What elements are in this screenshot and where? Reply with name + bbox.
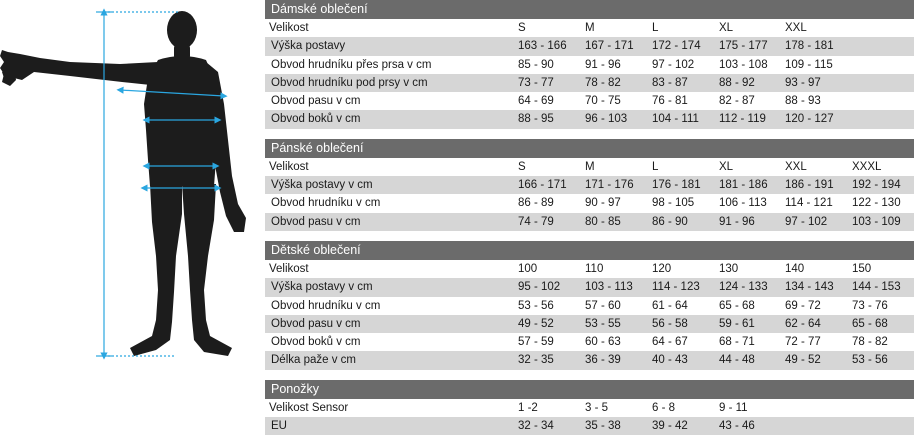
- size-label: 3 - 5: [585, 401, 609, 414]
- size-label: XXL: [785, 22, 807, 34]
- size-header-row: [265, 158, 914, 176]
- measurement-value: 86 - 89: [518, 197, 554, 210]
- measurement-row: [265, 176, 914, 194]
- measurement-value: 124 - 133: [719, 281, 768, 294]
- measurement-value: 176 - 181: [652, 179, 701, 192]
- measurement-value: 166 - 171: [518, 179, 567, 192]
- size-label: L: [652, 160, 659, 173]
- size-label: 6 - 8: [652, 401, 676, 414]
- measurement-value: 103 - 113: [585, 281, 633, 294]
- size-label: S: [518, 22, 526, 34]
- row-label: Obvod pasu v cm: [271, 317, 361, 330]
- measurement-value: 114 - 123: [652, 281, 700, 294]
- measurement-value: 167 - 171: [585, 40, 634, 53]
- measurement-value: 88 - 92: [719, 76, 755, 89]
- measurement-value: 43 - 46: [719, 420, 755, 433]
- measurement-row: [265, 74, 914, 92]
- row-label: Délka paže v cm: [271, 354, 357, 367]
- measurement-value: 96 - 103: [585, 113, 628, 126]
- human-silhouette: [0, 11, 246, 356]
- measurement-value: 120 - 127: [785, 113, 834, 126]
- measurement-value: 186 - 191: [785, 179, 834, 192]
- measurement-value: 88 - 95: [518, 113, 554, 126]
- measurement-value: 103 - 109: [852, 215, 901, 228]
- measurement-value: 44 - 48: [719, 354, 755, 367]
- measurement-value: 68 - 71: [719, 336, 755, 349]
- measurement-row: [265, 278, 914, 296]
- measurement-value: 60 - 63: [585, 336, 621, 349]
- row-label: Výška postavy v cm: [271, 281, 373, 294]
- size-label: L: [652, 22, 659, 34]
- measurement-value: 32 - 34: [518, 420, 554, 433]
- measurement-value: 86 - 90: [652, 215, 688, 228]
- size-section: [265, 139, 914, 231]
- size-label: 120: [652, 262, 672, 275]
- measurement-value: 62 - 64: [785, 317, 821, 330]
- measurement-value: 171 - 176: [585, 179, 634, 192]
- section-title: Dámské oblečení: [265, 0, 914, 19]
- size-label: 140: [785, 262, 805, 275]
- measurement-value: 53 - 55: [585, 317, 621, 330]
- measurement-value: 95 - 102: [518, 281, 561, 294]
- row-label: Obvod hrudníku v cm: [271, 299, 381, 312]
- measurement-value: 181 - 186: [719, 179, 768, 192]
- measurement-value: 91 - 96: [585, 58, 621, 71]
- measurement-value: 88 - 93: [785, 95, 821, 108]
- row-label: Obvod pasu v cm: [271, 95, 361, 108]
- measurement-value: 98 - 105: [652, 197, 695, 210]
- measurement-value: 97 - 102: [785, 215, 828, 228]
- measurement-value: 53 - 56: [518, 299, 554, 312]
- measurement-value: 64 - 69: [518, 95, 554, 108]
- measurement-value: 112 - 119: [719, 113, 766, 126]
- size-label: 110: [585, 262, 604, 275]
- size-label: XXL: [785, 160, 807, 173]
- measurement-value: 80 - 85: [585, 215, 621, 228]
- size-label: M: [585, 160, 595, 173]
- measurement-value: 56 - 58: [652, 317, 688, 330]
- row-label: Výška postavy v cm: [271, 179, 373, 192]
- size-label: 100: [518, 262, 538, 275]
- row-label: Obvod pasu v cm: [271, 215, 361, 228]
- size-section: [265, 380, 914, 436]
- size-label: M: [585, 22, 595, 34]
- row-label: Výška postavy: [271, 40, 346, 53]
- measurement-value: 35 - 38: [585, 420, 621, 433]
- size-label: XL: [719, 160, 734, 173]
- measurement-value: 103 - 108: [719, 58, 768, 71]
- size-label: S: [518, 160, 526, 173]
- measurement-value: 73 - 76: [852, 299, 888, 312]
- row-label: EU: [271, 420, 287, 433]
- measurement-value: 53 - 56: [852, 354, 888, 367]
- measurement-value: 65 - 68: [852, 317, 888, 330]
- measurement-value: 97 - 102: [652, 58, 695, 71]
- measurement-value: 83 - 87: [652, 76, 688, 89]
- row-label: Obvod hrudníku pod prsy v cm: [271, 76, 428, 89]
- measurement-value: 49 - 52: [785, 354, 821, 367]
- measurement-value: 57 - 60: [585, 299, 621, 312]
- section-title: Ponožky: [265, 380, 914, 399]
- measurement-value: 64 - 67: [652, 336, 688, 349]
- measurement-row: [265, 297, 914, 315]
- measurement-value: 163 - 166: [518, 40, 567, 53]
- size-section: [265, 0, 914, 129]
- measurement-value: 144 - 153: [852, 281, 901, 294]
- measurement-value: 76 - 81: [652, 95, 688, 108]
- measurement-row: [265, 213, 914, 231]
- measurement-row: [265, 333, 914, 351]
- size-tables: [265, 0, 914, 445]
- size-header-row: [265, 260, 914, 278]
- size-label: 9 - 11: [719, 401, 748, 414]
- row-label: Velikost: [269, 22, 309, 34]
- measurement-value: 69 - 72: [785, 299, 821, 312]
- size-header-row: [265, 19, 914, 37]
- measurement-value: 91 - 96: [719, 215, 755, 228]
- measurement-value: 85 - 90: [518, 58, 554, 71]
- measurement-value: 192 - 194: [852, 179, 901, 192]
- measurement-value: 40 - 43: [652, 354, 688, 367]
- measurement-row: [265, 92, 914, 110]
- measurement-value: 114 - 121: [785, 197, 833, 210]
- section-title: Dětské oblečení: [265, 241, 914, 260]
- measurement-value: 178 - 181: [785, 40, 834, 53]
- measurement-value: 72 - 77: [785, 336, 821, 349]
- measurement-row: [265, 56, 914, 74]
- measurement-value: 57 - 59: [518, 336, 554, 349]
- measurement-value: 65 - 68: [719, 299, 755, 312]
- measurement-value: 172 - 174: [652, 40, 701, 53]
- row-label: Obvod boků v cm: [271, 113, 361, 126]
- measurement-value: 49 - 52: [518, 317, 554, 330]
- row-label: Obvod boků v cm: [271, 336, 361, 349]
- measurement-value: 78 - 82: [585, 76, 621, 89]
- measurement-value: 106 - 113: [719, 197, 767, 210]
- measurement-row: [265, 37, 914, 55]
- row-label: Obvod hrudníku v cm: [271, 197, 381, 210]
- measurement-value: 74 - 79: [518, 215, 554, 228]
- measurement-value: 36 - 39: [585, 354, 621, 367]
- measurement-value: 32 - 35: [518, 354, 554, 367]
- measurement-value: 73 - 77: [518, 76, 554, 89]
- size-section: [265, 241, 914, 370]
- measurement-value: 134 - 143: [785, 281, 834, 294]
- measurement-value: 59 - 61: [719, 317, 755, 330]
- size-label: 150: [852, 262, 872, 275]
- row-label: Velikost: [269, 262, 309, 275]
- row-label: Obvod hrudníku přes prsa v cm: [271, 58, 432, 71]
- measurement-value: 104 - 111: [652, 113, 699, 126]
- measurement-row: [265, 417, 914, 435]
- measurement-row: [265, 194, 914, 212]
- measurement-value: 78 - 82: [852, 336, 888, 349]
- measurement-value: 61 - 64: [652, 299, 688, 312]
- measurement-value: 39 - 42: [652, 420, 688, 433]
- measurement-value: 82 - 87: [719, 95, 755, 108]
- size-label: 1 -2: [518, 401, 538, 414]
- measurement-value: 90 - 97: [585, 197, 621, 210]
- section-title: Pánské oblečení: [265, 139, 914, 158]
- measurement-row: [265, 351, 914, 369]
- measurement-value: 70 - 75: [585, 95, 621, 108]
- body-measurement-figure: [0, 0, 250, 370]
- size-label: 130: [719, 262, 739, 275]
- row-label: Velikost: [269, 160, 309, 173]
- size-label: XL: [719, 22, 734, 34]
- measurement-row: [265, 110, 914, 128]
- measurement-value: 122 - 130: [852, 197, 901, 210]
- measurement-row: [265, 315, 914, 333]
- measurement-value: 93 - 97: [785, 76, 821, 89]
- measurement-value: 109 - 115: [785, 58, 833, 71]
- size-label: XXXL: [852, 160, 882, 173]
- size-header-row: [265, 399, 914, 417]
- row-label: Velikost Sensor: [269, 401, 349, 414]
- measurement-value: 175 - 177: [719, 40, 768, 53]
